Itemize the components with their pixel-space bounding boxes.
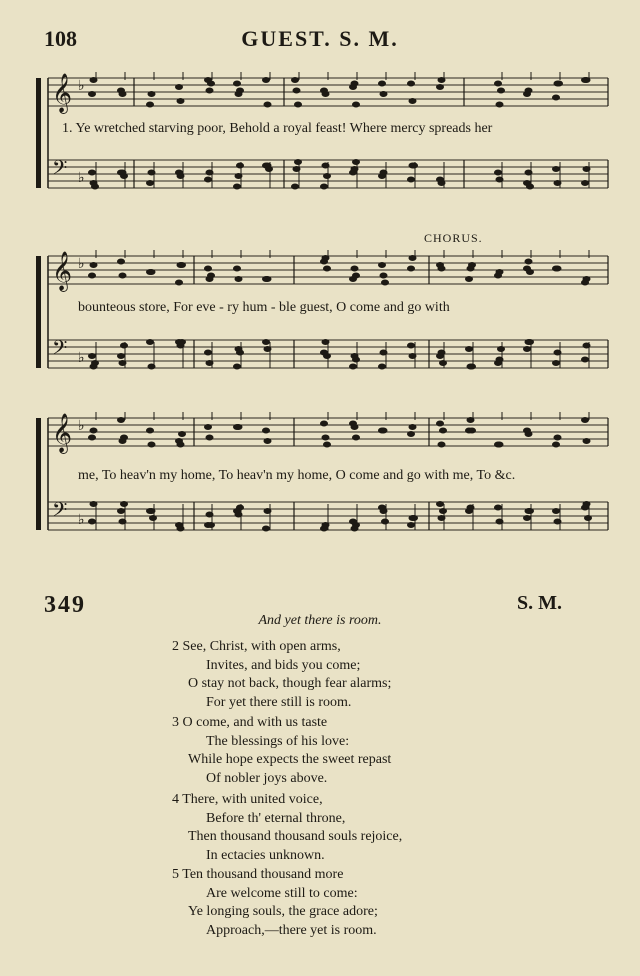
note-head	[438, 266, 446, 272]
note-head	[380, 428, 388, 434]
treble-clef-icon: 𝄞	[52, 413, 73, 453]
note-head	[233, 81, 241, 87]
note-head	[88, 519, 96, 525]
note-head	[233, 266, 241, 272]
stanza-line: 5 Ten thousand thousand more	[172, 867, 344, 882]
note-head	[88, 435, 96, 441]
tune-title: GUEST. S. M.	[241, 26, 399, 51]
flat-icon: ♭	[78, 512, 85, 528]
note-head	[90, 428, 98, 434]
note-head	[178, 262, 186, 268]
note-head	[262, 428, 270, 434]
hymn-subtitle: And yet there is room.	[258, 613, 382, 628]
note-head	[352, 273, 360, 279]
note-head	[206, 88, 214, 94]
note-head	[264, 102, 272, 108]
note-head	[494, 505, 502, 511]
note-head	[148, 91, 156, 97]
system-bracket	[36, 418, 41, 530]
note-head	[523, 515, 531, 521]
music-system-3	[34, 412, 612, 542]
music-system-1	[34, 72, 612, 192]
note-head	[236, 350, 244, 356]
flat-icon: ♭	[78, 78, 85, 94]
bass-clef-icon: 𝄢	[52, 498, 68, 526]
page-number: 108	[44, 26, 77, 51]
stanza-line: Approach,—there yet is room.	[206, 922, 377, 938]
note-head	[264, 276, 272, 282]
note-head	[525, 259, 533, 265]
note-head	[262, 526, 270, 532]
note-head	[525, 88, 533, 94]
note-head	[439, 360, 447, 366]
note-head	[552, 360, 560, 366]
note-head	[236, 163, 244, 169]
system-bracket	[36, 256, 41, 368]
note-head	[117, 353, 125, 359]
flat-icon: ♭	[78, 256, 85, 272]
stanza-3	[172, 714, 391, 788]
note-head	[320, 184, 328, 190]
stanza-line: 2 See, Christ, with open arms,	[172, 639, 341, 654]
stanza-line: 3 O come, and with us taste	[172, 715, 328, 730]
note-head	[120, 343, 128, 349]
note-head	[120, 435, 128, 441]
lyric-line-2: bounteous store, For eve - ry hum - ble guest, O come and go with	[78, 300, 450, 315]
note-head	[235, 424, 243, 430]
note-head	[381, 519, 389, 525]
note-head	[584, 515, 592, 521]
note-head	[146, 428, 154, 434]
note-head	[352, 102, 360, 108]
stanza-line: Are welcome still to come:	[206, 885, 358, 901]
note-head	[206, 435, 214, 441]
note-head	[119, 91, 127, 97]
note-head	[496, 442, 504, 448]
note-head	[146, 102, 154, 108]
note-head	[88, 91, 96, 97]
note-head	[177, 442, 185, 448]
note-head	[409, 98, 417, 104]
stanza-line: Before th' eternal throne,	[206, 810, 346, 826]
note-head	[235, 276, 243, 282]
note-head	[262, 77, 270, 83]
meter-label: S. M.	[517, 592, 562, 614]
note-head	[349, 364, 357, 370]
treble-clef-icon: 𝄞	[52, 73, 73, 113]
note-head	[378, 262, 386, 268]
note-head	[410, 515, 418, 521]
note-head	[265, 166, 273, 172]
bass-clef-icon: 𝄢	[52, 156, 68, 184]
note-head	[465, 346, 473, 352]
note-head	[117, 259, 125, 265]
chorus-label: CHORUS.	[424, 231, 483, 245]
system-bracket	[36, 78, 41, 188]
note-head	[149, 515, 157, 521]
note-head	[148, 442, 156, 448]
note-head	[552, 442, 560, 448]
note-head	[204, 177, 212, 183]
stanza-2	[172, 638, 391, 712]
music-system-2	[34, 250, 612, 370]
note-head	[204, 350, 212, 356]
note-head	[436, 84, 444, 90]
note-head	[323, 173, 331, 179]
note-head	[291, 184, 299, 190]
note-head	[351, 266, 359, 272]
note-head	[525, 431, 533, 437]
note-head	[439, 428, 447, 434]
note-head	[494, 170, 502, 176]
note-head	[497, 88, 505, 94]
note-head	[497, 346, 505, 352]
note-head	[323, 266, 331, 272]
stanza-line: In ectacies unknown.	[206, 847, 325, 863]
bass-clef-icon: 𝄢	[52, 336, 68, 364]
note-head	[207, 273, 215, 279]
note-head	[88, 353, 96, 359]
note-head	[178, 431, 186, 437]
stanza-line: The blessings of his love:	[206, 733, 350, 749]
note-head	[555, 81, 563, 87]
note-head	[436, 421, 444, 427]
note-head	[320, 421, 328, 427]
note-head	[233, 184, 241, 190]
note-head	[407, 81, 415, 87]
note-head	[352, 159, 360, 165]
note-head	[236, 88, 244, 94]
note-head	[264, 438, 272, 444]
lyric-line-1: 1. Ye wretched starving poor, Behold a royal feast! Where mercy spreads her	[62, 121, 493, 136]
note-head	[236, 505, 244, 511]
note-head	[119, 273, 127, 279]
note-head	[291, 77, 299, 83]
lyric-line-3: me, To heav'n my home, To heav'n my home, O come and go with me, To &c.	[78, 468, 516, 483]
note-head	[381, 280, 389, 286]
stanza-line: While hope expects the sweet repast	[188, 752, 392, 767]
note-head	[117, 417, 125, 423]
flat-icon: ♭	[78, 418, 85, 434]
note-head	[583, 438, 591, 444]
stanza-line: 4 There, with united voice,	[172, 792, 323, 807]
flat-icon: ♭	[78, 170, 85, 186]
stanza-line: Then thousand thousand souls rejoice,	[188, 829, 403, 844]
note-head	[322, 91, 330, 97]
note-head	[175, 84, 183, 90]
note-head	[465, 276, 473, 282]
note-head	[352, 357, 360, 363]
note-head	[294, 102, 302, 108]
note-head	[262, 339, 270, 345]
note-head	[407, 266, 415, 272]
note-head	[120, 173, 128, 179]
note-head	[233, 364, 241, 370]
note-head	[581, 180, 589, 186]
note-head	[88, 273, 96, 279]
note-head	[352, 435, 360, 441]
note-head	[148, 269, 156, 275]
note-head	[526, 184, 534, 190]
note-head	[526, 269, 534, 275]
note-head	[494, 81, 502, 87]
note-head	[90, 262, 98, 268]
note-head	[146, 180, 154, 186]
note-head	[552, 166, 560, 172]
note-head	[204, 266, 212, 272]
flat-icon: ♭	[78, 350, 85, 366]
note-head	[409, 424, 417, 430]
note-head	[496, 102, 504, 108]
note-head	[554, 266, 562, 272]
note-head	[146, 339, 154, 345]
note-head	[352, 522, 360, 528]
note-head	[436, 501, 444, 507]
note-head	[91, 184, 99, 190]
note-head	[468, 428, 476, 434]
note-head	[380, 91, 388, 97]
note-head	[581, 357, 589, 363]
note-head	[323, 353, 331, 359]
note-head	[323, 442, 331, 448]
stanza-line: Of nobler joys above.	[206, 770, 328, 786]
note-head	[468, 364, 476, 370]
note-head	[407, 177, 415, 183]
note-head	[583, 276, 591, 282]
note-head	[178, 339, 186, 345]
note-head	[496, 269, 504, 275]
note-head	[207, 522, 215, 528]
stanza-line: For yet there still is room.	[206, 694, 352, 710]
note-head	[468, 262, 476, 268]
note-head	[175, 280, 183, 286]
note-head	[581, 417, 589, 423]
stanza-5	[172, 866, 378, 940]
note-head	[351, 81, 359, 87]
stanza-4	[172, 791, 402, 865]
note-head	[294, 159, 302, 165]
note-head	[117, 508, 125, 514]
note-head	[207, 81, 215, 87]
stanza-line: Ye longing souls, the grace adore;	[188, 904, 378, 919]
note-head	[322, 435, 330, 441]
note-head	[554, 435, 562, 441]
note-head	[351, 424, 359, 430]
note-head	[293, 88, 301, 94]
note-head	[552, 508, 560, 514]
note-head	[526, 339, 534, 345]
note-head	[526, 508, 534, 514]
note-head	[177, 98, 185, 104]
stanza-line: Invites, and bids you come;	[206, 657, 361, 673]
note-head	[407, 431, 415, 437]
note-head	[523, 346, 531, 352]
note-head	[407, 343, 415, 349]
treble-clef-icon: 𝄞	[52, 251, 73, 291]
note-head	[120, 501, 128, 507]
note-head	[88, 170, 96, 176]
note-head	[438, 442, 446, 448]
stanza-line: O stay not back, though fear alarms;	[188, 676, 392, 691]
note-head	[378, 81, 386, 87]
note-head	[91, 360, 99, 366]
note-head	[378, 364, 386, 370]
note-head	[204, 424, 212, 430]
note-head	[410, 163, 418, 169]
note-head	[407, 522, 415, 528]
note-head	[380, 273, 388, 279]
note-head	[439, 508, 447, 514]
note-head	[552, 95, 560, 101]
hymn-number: 349	[44, 592, 86, 618]
